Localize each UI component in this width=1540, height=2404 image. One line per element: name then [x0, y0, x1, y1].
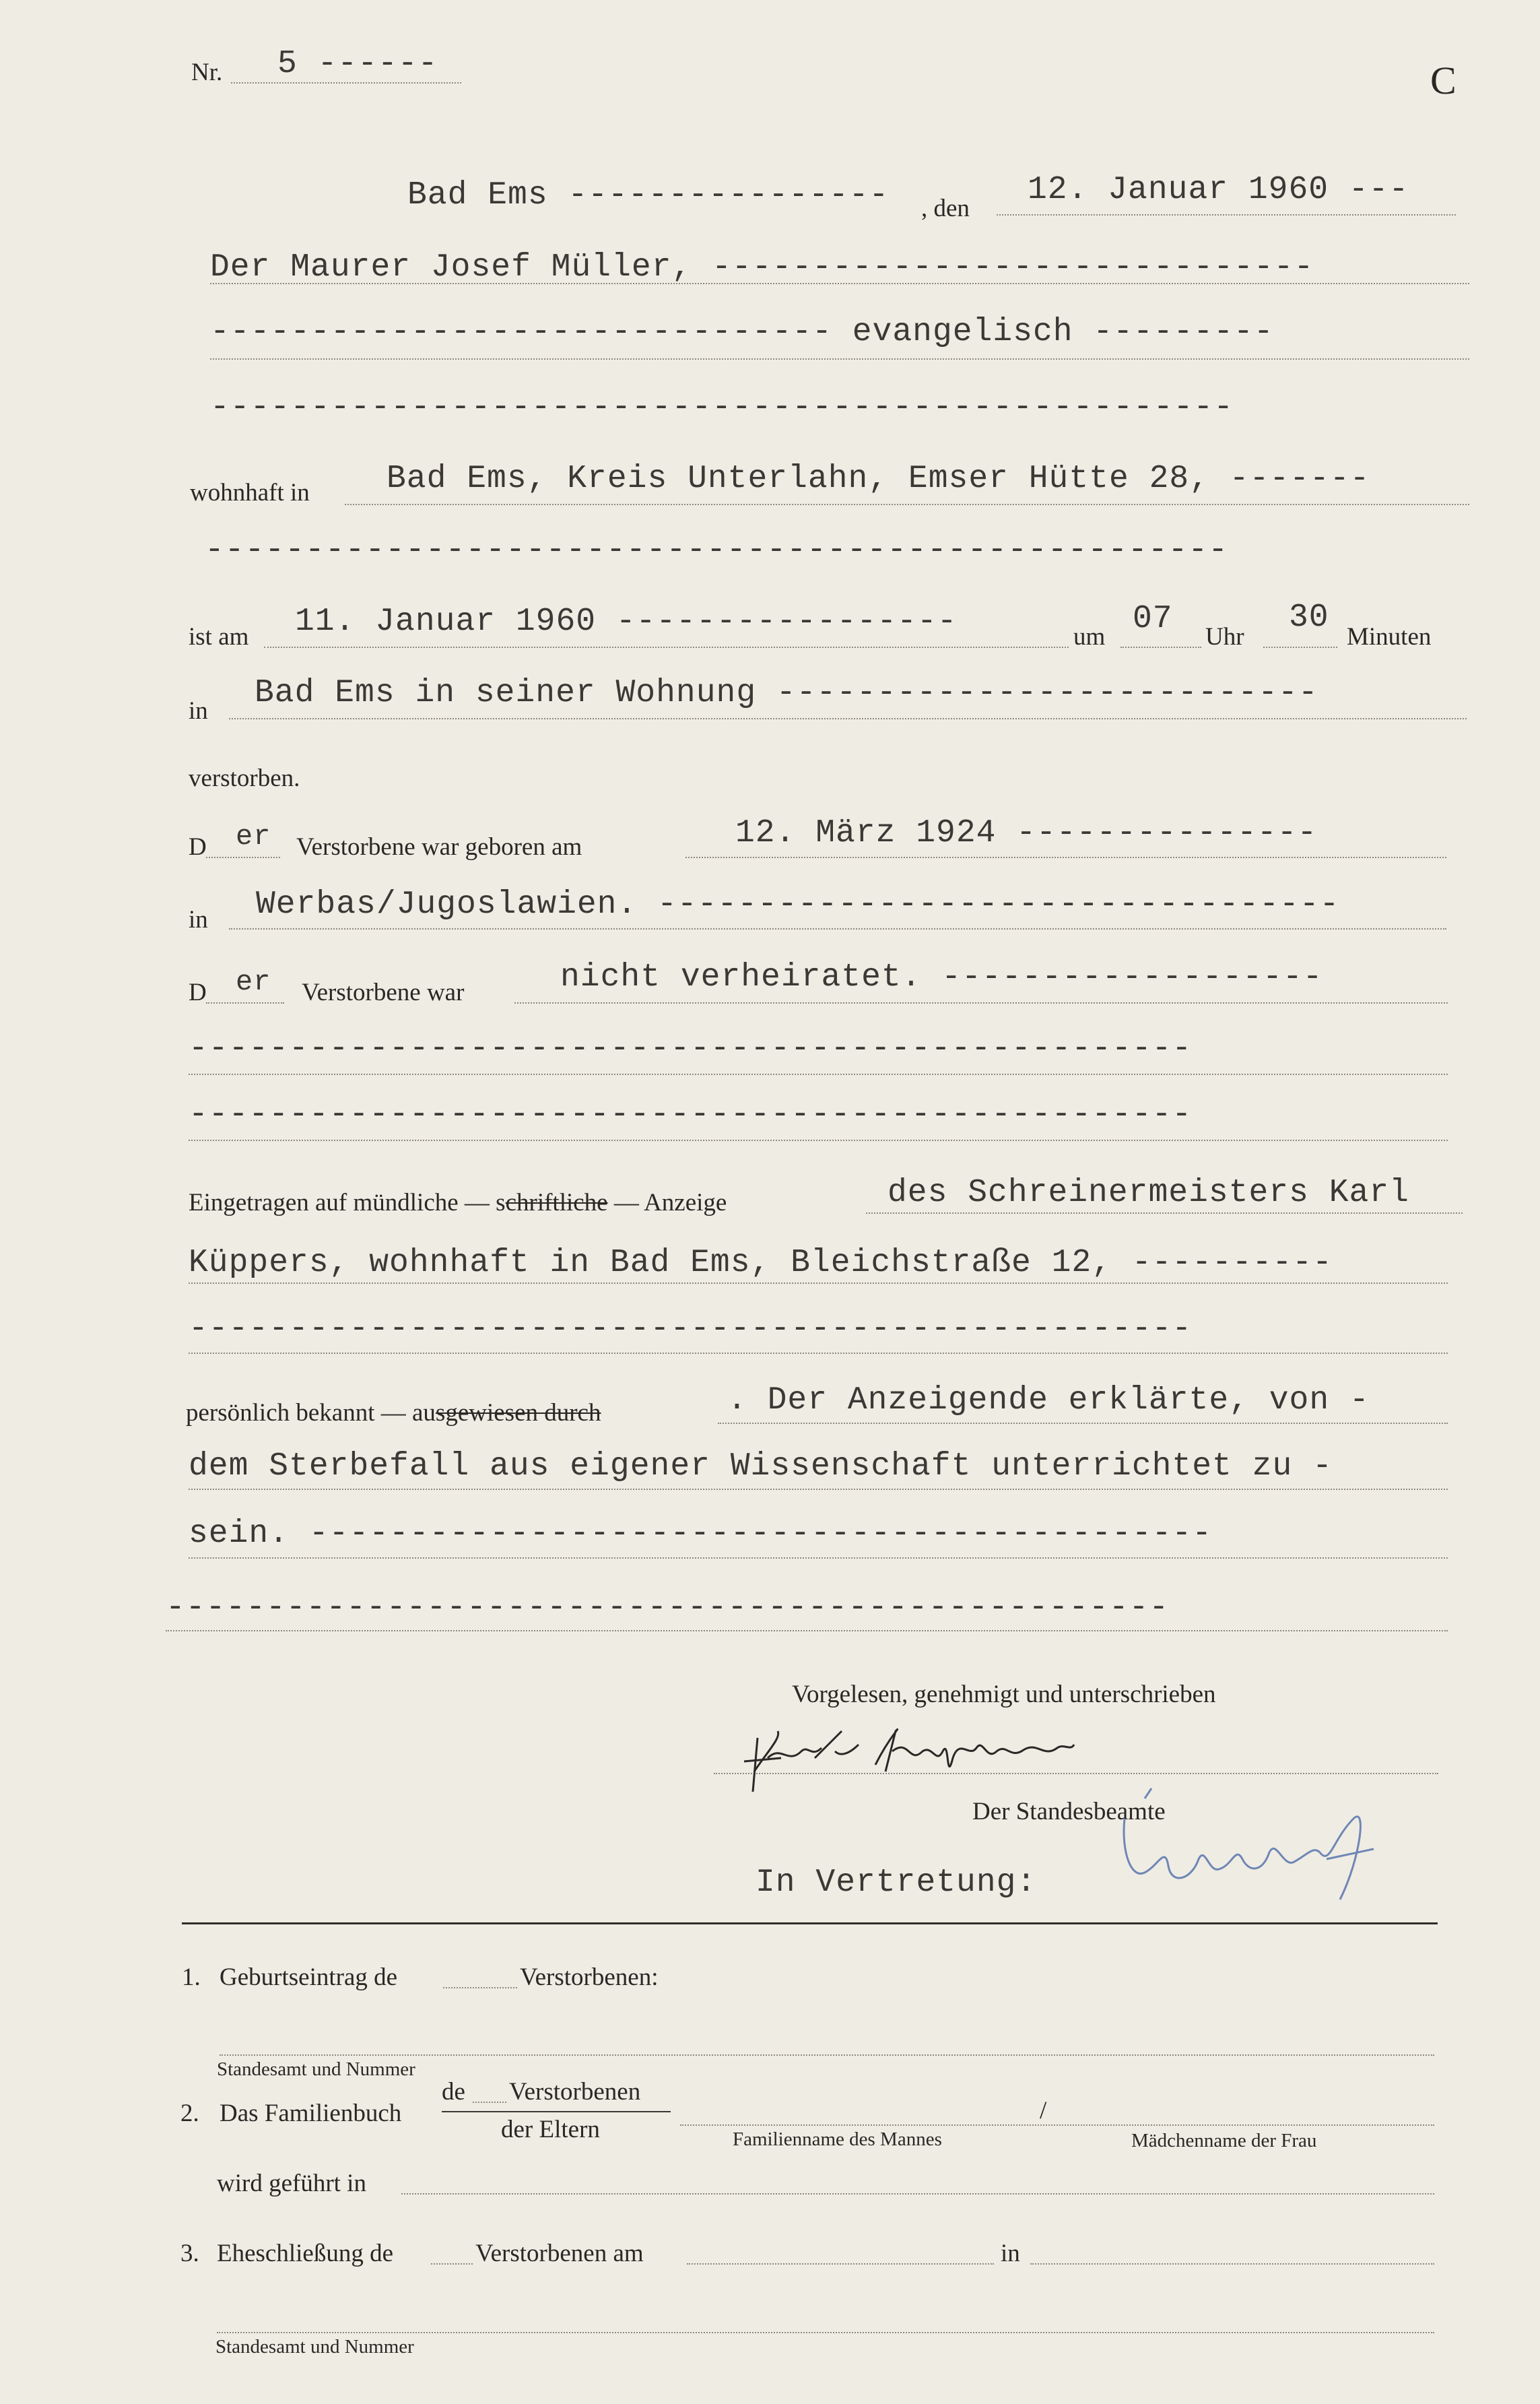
death-hour: 07 — [1133, 601, 1173, 637]
nr-dotted-line — [231, 82, 461, 84]
line-dotted — [229, 718, 1467, 719]
identity-label: persönlich bekannt — ausgewiesen durch — [186, 1399, 601, 1427]
line-dotted — [1120, 647, 1201, 648]
line-dotted — [1263, 647, 1337, 648]
registrar-signature — [1104, 1778, 1407, 1913]
birth-date: 12. März 1924 --------------- — [735, 815, 1318, 851]
line-dotted — [431, 2263, 473, 2265]
entry-number: 5 ------ — [277, 46, 438, 82]
in-label: in — [189, 697, 208, 725]
den-label: , den — [921, 195, 970, 222]
item-2-eltern: der Eltern — [501, 2116, 600, 2143]
filler-line: -------------------------------------------------- — [189, 1031, 1193, 1067]
religion-line: ------------------------------- evangelisch --------- — [210, 314, 1274, 350]
line-dotted — [514, 1002, 1448, 1004]
line-dotted — [189, 1282, 1448, 1284]
registration-place: Bad Ems ---------------- — [407, 177, 890, 214]
report-type-label: Eingetragen auf mündliche — schriftliche — Anzeige — [189, 1189, 727, 1216]
line-dotted — [401, 2193, 1434, 2195]
line-dotted — [229, 928, 1446, 930]
item-2-number: 2. — [180, 2100, 199, 2127]
section-divider — [182, 1922, 1438, 1924]
in-vertretung: In Vertretung: — [756, 1864, 1037, 1901]
standesamt-caption-2: Standesamt und Nummer — [215, 2336, 414, 2358]
line-dotted — [866, 1212, 1463, 1214]
item-3-number: 3. — [180, 2240, 199, 2267]
death-date: 11. Januar 1960 ----------------- — [295, 604, 958, 640]
line-dotted — [1030, 2263, 1434, 2265]
informant-signature — [741, 1711, 1077, 1798]
filler-line: -------------------------------------------------- — [189, 1311, 1193, 1347]
familienname-caption: Familienname des Mannes — [733, 2129, 942, 2150]
line-dotted — [189, 1140, 1448, 1141]
filler-line: --------------------------------------------------- — [205, 532, 1229, 568]
d-label: D — [189, 979, 207, 1006]
identity-line-3: sein. --------------------------------------------- — [189, 1516, 1213, 1552]
registration-date: 12. Januar 1960 --- — [1028, 172, 1409, 208]
informant-line-2: Küppers, wohnhaft in Bad Ems, Bleichstraße 12, ---------- — [189, 1245, 1333, 1281]
line-dotted — [217, 2332, 1434, 2333]
line-dotted — [189, 1074, 1448, 1075]
line-dotted — [473, 2102, 506, 2103]
item-2-de: de — [442, 2078, 465, 2106]
gender-suffix: er — [236, 966, 271, 998]
filler-line: --------------------------------------------------- — [210, 389, 1234, 426]
line-dotted — [206, 857, 280, 858]
line-dotted — [210, 283, 1469, 284]
gefuehrt-label: wird geführt in — [217, 2170, 366, 2197]
line-dotted — [166, 1630, 1448, 1631]
line-dotted — [718, 1423, 1448, 1424]
filler-line: -------------------------------------------------- — [189, 1097, 1193, 1133]
line-dotted — [687, 2263, 994, 2265]
standesamt-caption: Standesamt und Nummer — [217, 2058, 415, 2080]
form-corner-letter: C — [1430, 59, 1457, 102]
ist-am-label: ist am — [189, 623, 249, 651]
registrar-label: Der Standesbeamte — [972, 1798, 1166, 1825]
approved-label: Vorgelesen, genehmigt und unterschrieben — [792, 1681, 1216, 1708]
uhr-label: Uhr — [1205, 623, 1244, 651]
line-dotted — [345, 504, 1469, 505]
item-2-label: Das Familienbuch — [220, 2100, 402, 2127]
verstorben-label: verstorben. — [189, 765, 300, 792]
identity-line-1: . Der Anzeigende erklärte, von - — [727, 1382, 1370, 1419]
geboren-label: Verstorbene war geboren am — [296, 833, 582, 861]
line-dotted — [220, 2054, 1434, 2056]
line-dotted — [210, 358, 1469, 360]
d-label: D — [189, 833, 207, 861]
line-dotted — [685, 857, 1446, 858]
line-dotted — [189, 1353, 1448, 1354]
item-1-number: 1. — [182, 1963, 201, 1991]
identity-line-2: dem Sterbefall aus eigener Wissenschaft unterrichtet zu - — [189, 1448, 1333, 1485]
item-3-in: in — [1001, 2240, 1020, 2267]
deceased-name-line: Der Maurer Josef Müller, ------------------------------ — [210, 249, 1314, 286]
residence-value: Bad Ems, Kreis Unterlahn, Emser Hütte 28, ------- — [387, 461, 1370, 497]
wohnhaft-label: wohnhaft in — [190, 479, 310, 507]
item-2-verstorbenen: Verstorbenen — [509, 2078, 641, 2106]
line-dotted — [189, 1489, 1448, 1490]
informant-line-1: des Schreinermeisters Karl — [888, 1175, 1409, 1211]
date-dotted-line — [997, 214, 1456, 216]
marital-status: nicht verheiratet. ------------------- — [560, 959, 1323, 996]
item-3-label: Eheschließung de — [217, 2240, 393, 2267]
in-label: in — [189, 906, 208, 934]
fraction-line — [442, 2111, 671, 2112]
verstorbene-war-label: Verstorbene war — [302, 979, 465, 1006]
line-dotted — [680, 2124, 1434, 2126]
nr-label: Nr. — [191, 59, 223, 86]
item-1-label-b: Verstorbenen: — [520, 1963, 659, 1991]
birth-place: Werbas/Jugoslawien. ---------------------------------- — [256, 886, 1340, 923]
item-3-label-b: Verstorbenen am — [475, 2240, 644, 2267]
item-1-label: Geburtseintrag de — [220, 1963, 398, 1991]
death-place: Bad Ems in seiner Wohnung --------------------------- — [255, 675, 1318, 711]
gender-suffix: er — [236, 820, 271, 853]
um-label: um — [1073, 623, 1106, 651]
line-dotted — [206, 1002, 284, 1004]
line-dotted — [264, 647, 1069, 648]
line-dotted — [443, 1987, 517, 1988]
death-minute: 30 — [1289, 599, 1329, 636]
filler-line: -------------------------------------------------- — [166, 1590, 1170, 1626]
slash-separator: / — [1040, 2097, 1047, 2124]
line-dotted — [189, 1557, 1448, 1559]
minuten-label: Minuten — [1347, 623, 1432, 651]
maedchenname-caption: Mädchenname der Frau — [1131, 2130, 1317, 2151]
